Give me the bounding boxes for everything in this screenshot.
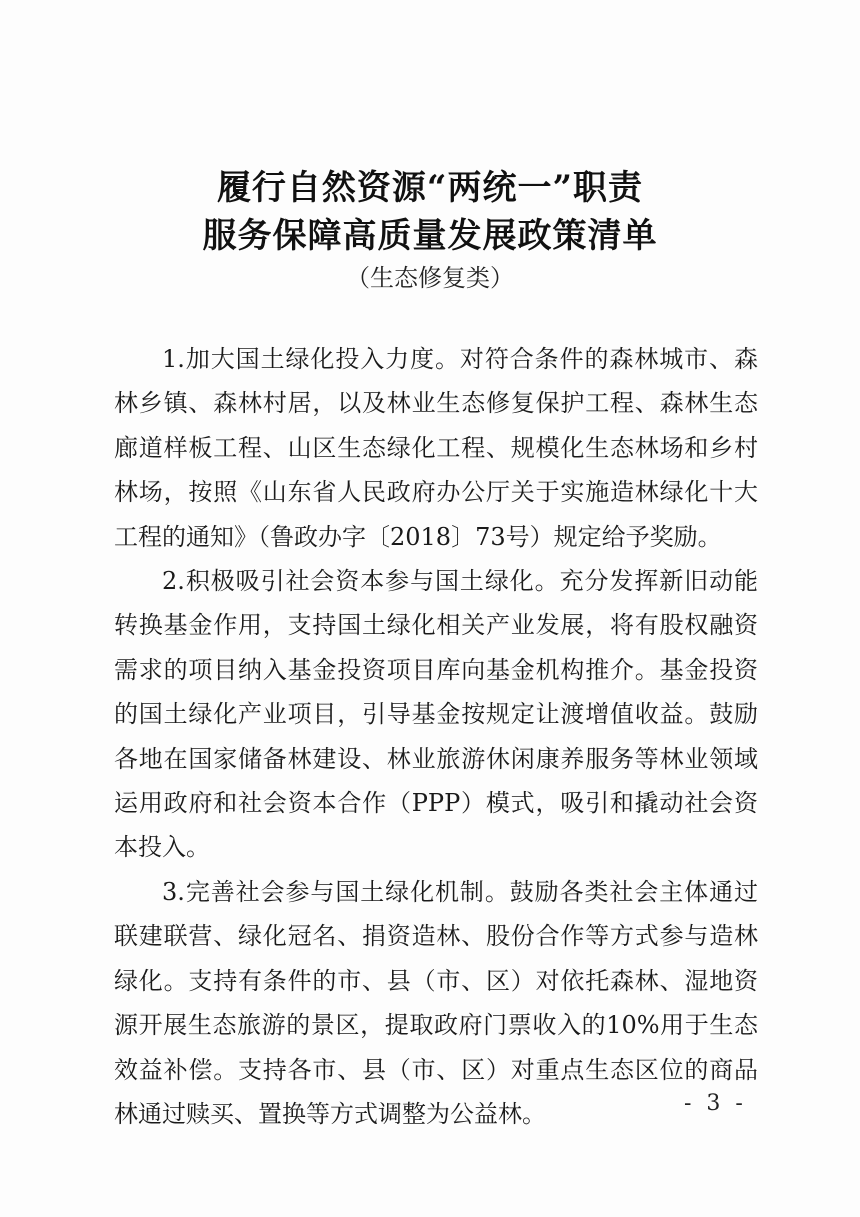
page-number: - 3 - (684, 1091, 747, 1116)
document-body (114, 337, 758, 1136)
paragraph-1: 1.加大国土绿化投入力度。对符合条件的森林城市、森林乡镇、森林村居，以及林业生态修复保护工程、森林生态廊道样板工程、山区生态绿化工程、规模化生态林场和乡村林场，按照《山东省人民政府办公厅关于实施造林绿化十大工程的通知》（鲁政办字〔2018〕73号）规定给予奖励。 (114, 345, 758, 551)
document-title-line-1: 履行自然资源“两统一”职责 (216, 168, 644, 208)
document-subtitle: （生态修复类） (346, 264, 514, 292)
paragraph-3: 3.完善社会参与国土绿化机制。鼓励各类社会主体通过联建联营、绿化冠名、捐资造林、股份合作等方式参与造林绿化。支持有条件的市、县（市、区）对依托森林、湿地资源开展生态旅游的景区，提取政府门票收入的10%用于生态效益补偿。支持各市、县（市、区）对重点生态区位的商品林通过赎买、置换等方式调整为公益林。 (114, 877, 758, 1128)
paragraph-2: 2.积极吸引社会资本参与国土绿化。充分发挥新旧动能转换基金作用，支持国土绿化相关产业发展，将有股权融资需求的项目纳入基金投资项目库向基金机构推介。基金投资的国土绿化产业项目，引导基金按规定让渡增值收益。鼓励各地在国家储备林建设、林业旅游休闲康养服务等林业领域运用政府和社会资本合作（PPP）模式，吸引和撬动社会资本投入。 (114, 567, 758, 862)
document-title-line-2: 服务保障高质量发展政策清单 (202, 216, 658, 256)
